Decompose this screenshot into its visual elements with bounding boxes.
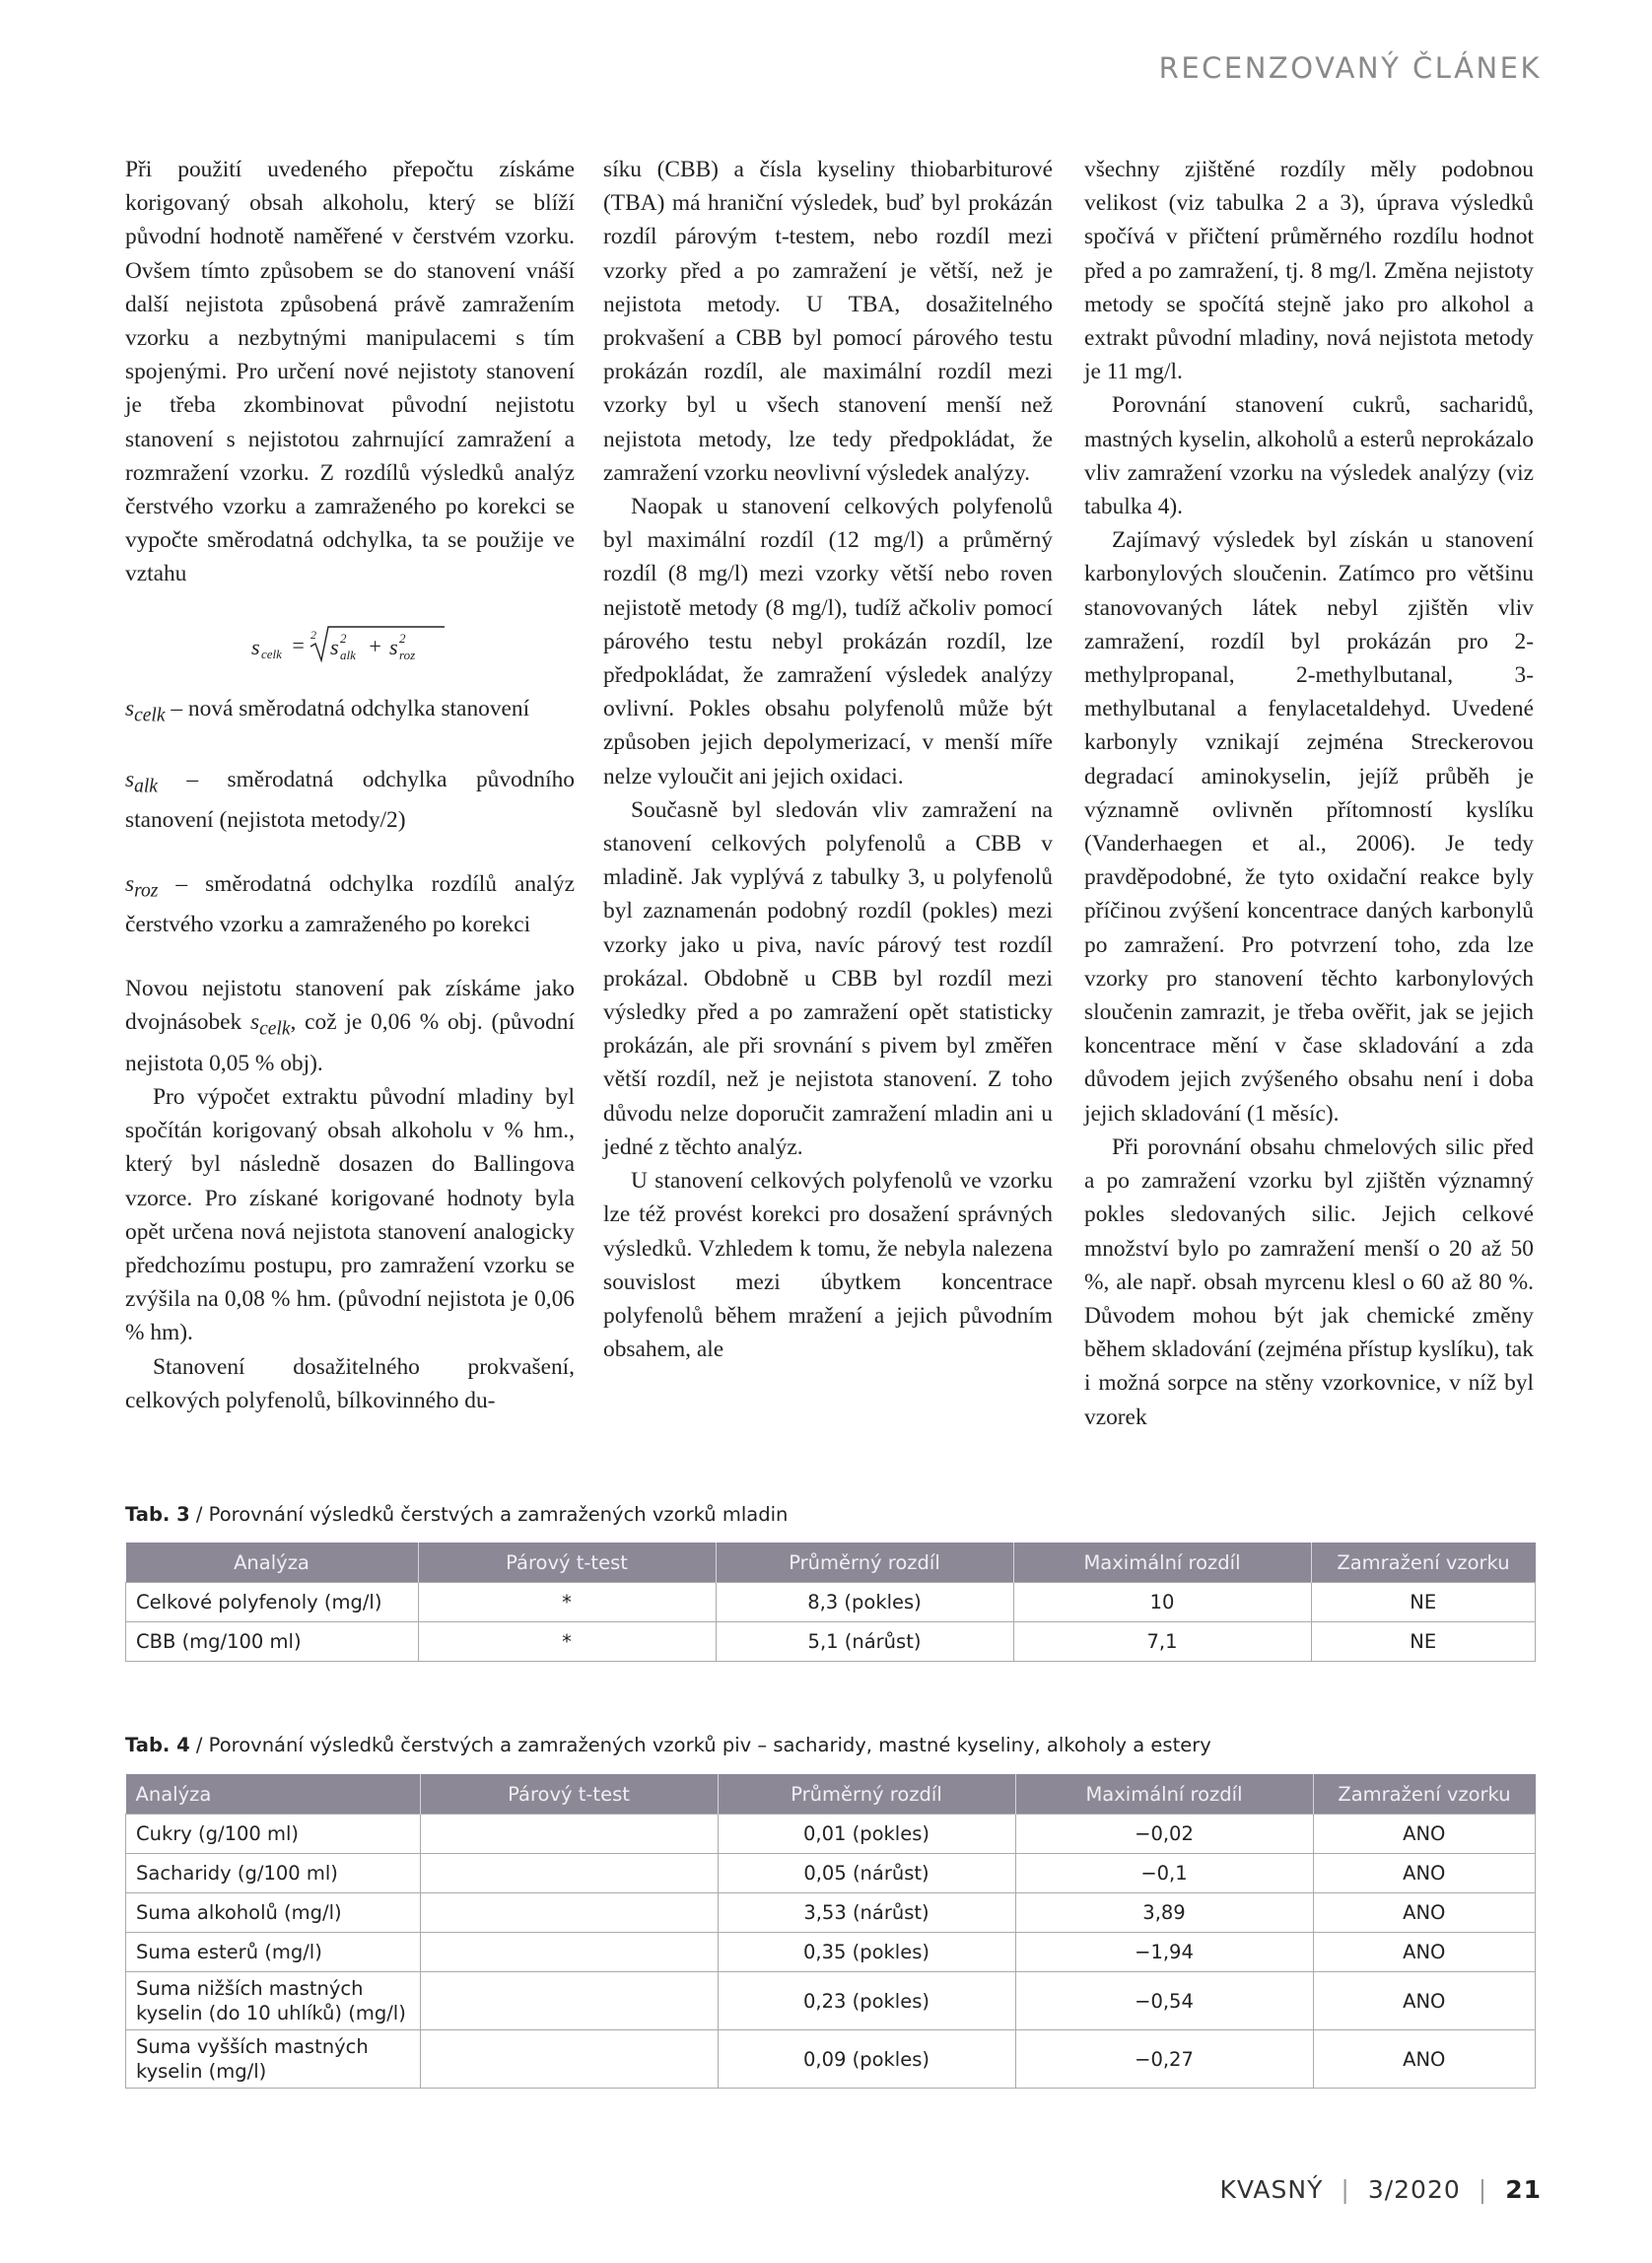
paragraph: Zajímavý výsledek byl získán u stanovení karbonylových sloučenin. Zatímco pro většinu stanovovaných látek nebyl zjištěn vliv zamražení, rozdíl byl prokázán pro 2-methylpropanal, 2-methylbutanal, 3-methylbutanal a fenylacetaldehyd. Uvedené karbonyly vznikají zejména Streckerovou degradací aminokyselin, jejíž průběh je významně ovlivněn přítomností kyslíku (Vanderhaegen et al., 2006). Je tedy pravděpodobné, že tyto oxidační reakce byly příčinou zvýšení koncentrace daných karbonylů po zamražení. Pro potvrzení toho, zda lze vzorky pro stanovení těchto karbonylových sloučenin zamrazit, je třeba ověřit, jak se jejich koncentrace mění v čase skladování a zda důvodem jejich zvýšeného obsahu není i doba jejich skladování (1 měsíc). <box>1084 527 1534 1127</box>
table-cell: −1,94 <box>1015 1933 1313 1972</box>
column-header: Maximální rozdíl <box>1015 1774 1313 1815</box>
def-subscript: celk <box>134 705 166 726</box>
table-cell: ANO <box>1313 1893 1536 1933</box>
table-cell: CBB (mg/100 ml) <box>126 1622 419 1662</box>
table-cell <box>420 1972 718 2030</box>
text-run: , což je 0,06 % obj. (původní nejistota 0,05 % obj). <box>125 1008 575 1076</box>
table-cell: 10 <box>1013 1583 1311 1622</box>
table-cell: −0,27 <box>1015 2030 1313 2089</box>
formula-t2-var: s <box>389 634 398 659</box>
table-cell: Suma nižších mastných kyselin (do 10 uhlíků) (mg/l) <box>126 1972 421 2030</box>
table-3 <box>125 1543 1536 1662</box>
paragraph: Pro výpočet extraktu původní mladiny byl spočítán korigovaný obsah alkoholu v % hm., který byl následně dosazen do Ballingova vzorce. Pro získané korigované hodnoty byla opět určena nová nejistota stanovení analogicky předchozímu postupu, pro zamražení vzorku se zvýšila na 0,08 % hm. (původní nejistota je 0,06 % hm). <box>125 1083 575 1346</box>
formula-t2-exp: 2 <box>399 630 406 646</box>
text-column-2 <box>603 153 1053 1366</box>
table-caption-text: / Porovnání výsledků čerstvých a zamražených vzorků piv – sacharidy, mastné kyseliny, alkoholy a estery <box>189 1734 1211 1756</box>
table-cell: 0,35 (pokles) <box>718 1933 1015 1972</box>
formula-t1-sub: alk <box>340 647 356 662</box>
table-cell: −0,02 <box>1015 1815 1313 1854</box>
table-row <box>126 1583 1536 1622</box>
text-column-3 <box>1084 153 1534 1434</box>
def-subscript: alk <box>134 776 158 797</box>
paragraph: Porovnání stanovení cukrů, sacharidů, mastných kyselin, alkoholů a esterů neprokázalo vliv zamražení vzorku na výsledek analýzy (viz tabulka 4). <box>1084 392 1534 520</box>
symbol: s <box>250 1008 260 1035</box>
def-text: – směrodatná odchylka rozdílů analýz čerstvého vzorku a zamraženého po korekci <box>125 870 575 938</box>
table-cell: ANO <box>1313 1933 1536 1972</box>
table-cell: 7,1 <box>1013 1622 1311 1662</box>
table-row <box>126 1622 1536 1662</box>
table-cell <box>420 2030 718 2089</box>
def-symbol: s <box>125 766 135 792</box>
text-run: Novou nejistotu stanovení pak získáme jako dvojnásobek <box>125 975 575 1035</box>
table-cell <box>420 1815 718 1854</box>
table-caption-text: / Porovnání výsledků čerstvých a zamražených vzorků mladin <box>189 1503 789 1526</box>
definition-s-celk <box>125 692 575 733</box>
table-cell: −0,54 <box>1015 1972 1313 2030</box>
text-column-1 <box>125 153 575 1417</box>
table-cell: Cukry (g/100 ml) <box>126 1815 421 1854</box>
formula-t1-var: s <box>330 634 339 659</box>
def-symbol: s <box>125 695 135 721</box>
column-header: Párový t-test <box>418 1543 716 1583</box>
table-cell <box>420 1854 718 1893</box>
table-label: Tab. 3 <box>125 1503 190 1526</box>
def-text: – směrodatná odchylka původního stanovení (nejistota metody/2) <box>125 766 575 834</box>
table-header-row <box>126 1774 1536 1815</box>
issue-number: 3/2020 <box>1367 2175 1461 2204</box>
table-3-caption <box>125 1503 788 1526</box>
table-label: Tab. 4 <box>125 1734 190 1756</box>
formula-t2-sub: roz <box>399 647 416 662</box>
table-cell: 0,01 (pokles) <box>718 1815 1015 1854</box>
footer-separator: | <box>1478 2175 1488 2204</box>
table-4 <box>125 1774 1536 2089</box>
paragraph: Naopak u stanovení celkových polyfenolů byl maximální rozdíl (12 mg/l) a průměrný rozdíl (8 mg/l) mezi vzorky větší nebo roven nejistotě metody (8 mg/l), tudíž ačkoliv pomocí párového testu nebyl prokázán rozdíl, lze předpokládat, že zamražení výsledek analýzy ovlivní. Pokles obsahu polyfenolů může být způsoben jejich depolymerizací, v menší míře nelze vyloučit ani jejich oxidaci. <box>603 494 1053 789</box>
section-label: RECENZOVANÝ ČLÁNEK <box>1158 51 1542 85</box>
table-row <box>126 1893 1536 1933</box>
table-cell: 8,3 (pokles) <box>716 1583 1013 1622</box>
table-cell: 0,09 (pokles) <box>718 2030 1015 2089</box>
paragraph: Při porovnání obsahu chmelových silic před a po zamražení vzorku byl zjištěn významný pokles sledovaných silic. Jejich celkové množství bylo po zamražení menší o 20 až 50 %, ale např. obsah myrcenu klesl o 60 až 80 %. Důvodem mohou být jak chemické změny během skladování (zejména přístup kyslíku), tak i možná sorpce na stěny vzorkovnice, v níž byl vzorek <box>1084 1133 1534 1430</box>
table-cell: ANO <box>1313 1815 1536 1854</box>
formula-equals: = <box>291 632 306 657</box>
formula-t1-exp: 2 <box>340 630 347 646</box>
column-header: Zamražení vzorku <box>1313 1774 1536 1815</box>
table-cell <box>420 1933 718 1972</box>
def-symbol: s <box>125 870 135 897</box>
table-cell: * <box>418 1583 716 1622</box>
table-cell: Suma alkoholů (mg/l) <box>126 1893 421 1933</box>
column-header: Analýza <box>126 1543 419 1583</box>
table-cell: Sacharidy (g/100 ml) <box>126 1854 421 1893</box>
column-header: Párový t-test <box>420 1774 718 1815</box>
table-4-caption <box>125 1734 1211 1756</box>
table-cell: ANO <box>1313 1972 1536 2030</box>
definition-s-alk <box>125 763 575 838</box>
table-cell: Suma vyšších mastných kyselin (mg/l) <box>126 2030 421 2089</box>
table-cell: 5,1 (nárůst) <box>716 1622 1013 1662</box>
table-cell: 0,05 (nárůst) <box>718 1854 1015 1893</box>
table-cell: Celkové polyfenoly (mg/l) <box>126 1583 419 1622</box>
table-cell: NE <box>1311 1583 1536 1622</box>
formula-s-celk <box>125 617 575 668</box>
page-number: 21 <box>1505 2175 1542 2204</box>
table-row <box>126 1933 1536 1972</box>
table-row <box>126 1854 1536 1893</box>
table-cell: 3,53 (nárůst) <box>718 1893 1015 1933</box>
page-footer <box>1220 2175 1542 2204</box>
table-cell <box>420 1893 718 1933</box>
paragraph: Současně byl sledován vliv zamražení na stanovení celkových polyfenolů a CBB v mladině. Jak vyplývá z tabulky 3, u polyfenolů byl zaznamenán podobný rozdíl (pokles) mezi vzorky jako u piva, navíc párový test rozdíl prokázal. Obdobně u CBB byl rozdíl mezi výsledky před a po zamražení opět statisticky prokázán, ale při srovnání s pivem byl změřen větší rozdíl, než je nejistota stanovení. Z toho důvodu nelze doporučit zamražení mladin ani u jedné z těchto analýz. <box>603 796 1053 1160</box>
column-header: Maximální rozdíl <box>1013 1543 1311 1583</box>
table-cell: 0,23 (pokles) <box>718 1972 1015 2030</box>
def-subscript: roz <box>134 880 159 902</box>
formula-lhs-var: s <box>251 634 260 659</box>
paragraph: síku (CBB) a čísla kyseliny thiobarbiturové (TBA) má hraniční výsledek, buď byl prokázán rozdíl párovým t-testem, nebo rozdíl mezi vzorky před a po zamražení je větší, než je nejistota metody. U TBA, dosažitelného prokvašení a CBB byl pomocí párového testu prokázán rozdíl, ale maximální rozdíl mezi vzorky byl u všech stanovení menší než nejistota metody, lze tedy předpokládat, že zamražení vzorku neovlivní výsledek analýzy. <box>603 157 1053 486</box>
formula-lhs-sub: celk <box>261 646 282 661</box>
table-row <box>126 2030 1536 2089</box>
footer-separator: | <box>1341 2175 1350 2204</box>
table-cell: NE <box>1311 1622 1536 1662</box>
formula-graphic <box>251 617 448 668</box>
def-text: – nová směrodatná odchylka stanovení <box>165 695 530 721</box>
table-cell: ANO <box>1313 2030 1536 2089</box>
table-row <box>126 1815 1536 1854</box>
table-header-row <box>126 1543 1536 1583</box>
column-header: Průměrný rozdíl <box>716 1543 1013 1583</box>
formula-plus: + <box>368 633 382 658</box>
column-header: Zamražení vzorku <box>1311 1543 1536 1583</box>
paragraph: všechny zjištěné rozdíly měly podobnou velikost (viz tabulka 2 a 3), úprava výsledků spočívá v přičtení průměrného rozdílu hodnot před a po zamražení, tj. 8 mg/l. Změna nejistoty metody se spočítá stejně jako pro alkohol a extrakt původní mladiny, nová nejistota metody je 11 mg/l. <box>1084 157 1534 385</box>
column-header: Průměrný rozdíl <box>718 1774 1015 1815</box>
paragraph: Stanovení dosažitelného prokvašení, celkových polyfenolů, bílkovinného du- <box>125 1353 575 1413</box>
table-cell: Suma esterů (mg/l) <box>126 1933 421 1972</box>
column-header: Analýza <box>126 1774 421 1815</box>
symbol-subscript: celk <box>259 1018 291 1040</box>
formula-root-index: 2 <box>310 627 316 642</box>
paragraph <box>125 972 575 1080</box>
table-cell: 3,89 <box>1015 1893 1313 1933</box>
paragraph: U stanovení celkových polyfenolů ve vzorku lze též provést korekci pro dosažení správných výsledků. Vzhledem k tomu, že nebyla nalezena souvislost mezi úbytkem koncentrace polyfenolů během mražení a jejich původním obsahem, ale <box>603 1168 1053 1363</box>
definition-s-roz <box>125 867 575 942</box>
table-cell: −0,1 <box>1015 1854 1313 1893</box>
table-cell: ANO <box>1313 1854 1536 1893</box>
table-cell: * <box>418 1622 716 1662</box>
table-row <box>126 1972 1536 2030</box>
journal-name: KVASNÝ <box>1219 2175 1324 2204</box>
paragraph: Při použití uvedeného přepočtu získáme korigovaný obsah alkoholu, který se blíží původní hodnotě naměřené v čerstvém vzorku. Ovšem tímto způsobem se do stanovení vnáší další nejistota způsobená právě zamražením vzorku a nezbytnými manipulacemi s tím spojenými. Pro určení nové nejistoty stanovení je třeba zkombinovat původní nejistotu stanovení s nejistotou zahrnující zamražení a rozmražení vzorku. Z rozdílů výsledků analýz čerstvého vzorku a zamraženého po korekci se vypočte směrodatná odchylka, ta se použije ve vztahu <box>125 157 575 587</box>
